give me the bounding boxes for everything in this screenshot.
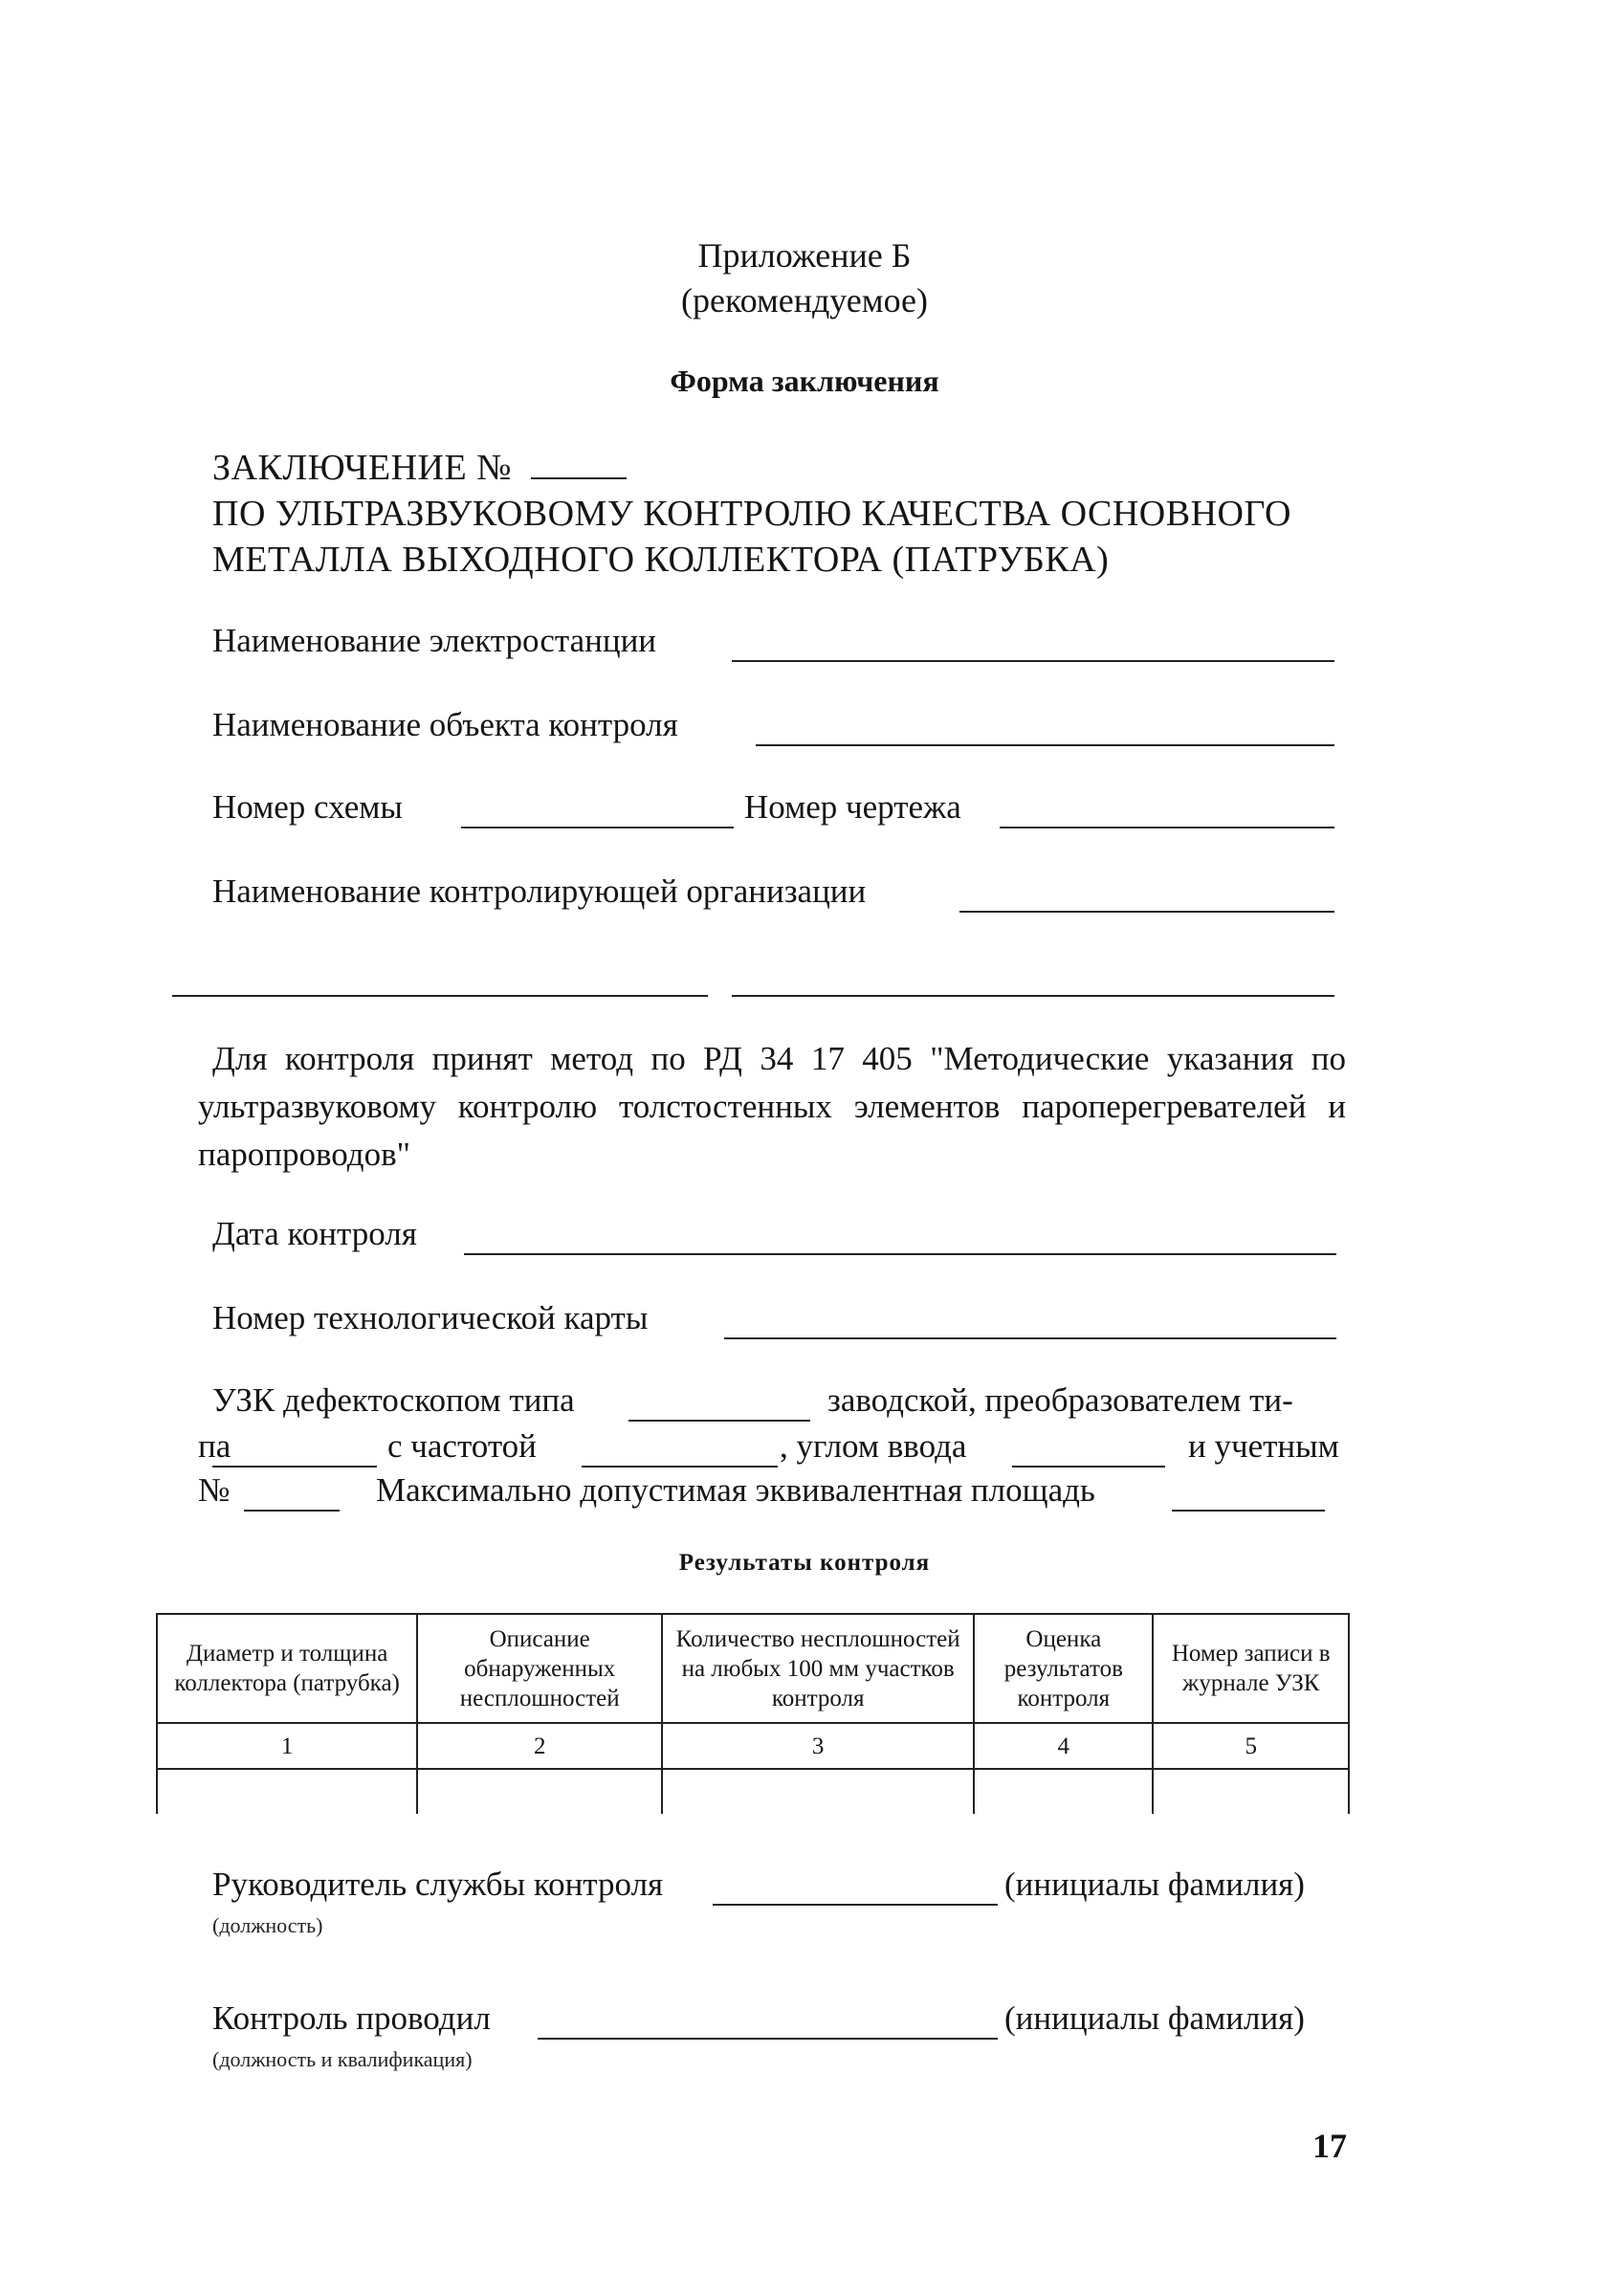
col-journal-number: Номер записи в журнале УЗК xyxy=(1153,1614,1349,1723)
registration-number-field[interactable] xyxy=(244,1510,340,1512)
results-empty-row xyxy=(157,1769,1349,1814)
organization-label: Наименование контролирующей организации xyxy=(212,872,867,910)
appendix-title: Приложение Б xyxy=(697,236,912,275)
angle-label: , углом ввода xyxy=(780,1427,967,1465)
max-area-field[interactable] xyxy=(1172,1510,1325,1512)
table-cell[interactable] xyxy=(157,1769,417,1814)
col-diameter: Диаметр и толщина коллектора (патрубка) xyxy=(157,1614,417,1723)
performed-position-caption: (должность и квалификация) xyxy=(212,2047,473,2071)
organization-field-continued-right[interactable] xyxy=(732,995,1334,997)
performed-initials-label: (инициалы фамилия) xyxy=(1004,1999,1305,2037)
organization-field[interactable] xyxy=(959,911,1334,913)
results-number-row xyxy=(157,1723,1349,1769)
conclusion-heading-line2: ПО УЛЬТРАЗВУКОВОМУ КОНТРОЛЮ КАЧЕСТВА ОСНОВНОГО xyxy=(212,494,1291,534)
col-number-2: 2 xyxy=(417,1723,662,1769)
registration-label: и учетным xyxy=(1188,1427,1339,1465)
transducer-label: заводской, преобразователем ти- xyxy=(827,1381,1293,1419)
angle-field[interactable] xyxy=(1012,1466,1165,1468)
drawing-label: Номер чертежа xyxy=(744,788,961,826)
head-of-control-label: Руководитель службы контроля xyxy=(212,1866,664,1903)
table-cell[interactable] xyxy=(1153,1769,1349,1814)
conclusion-heading-line3: МЕТАЛЛА ВЫХОДНОГО КОЛЛЕКТОРА (ПАТРУБКА) xyxy=(212,540,1110,580)
transducer-label-end: па xyxy=(198,1427,231,1465)
col-assessment: Оценка результатов контроля xyxy=(974,1614,1153,1723)
performed-by-signature-field[interactable] xyxy=(538,2038,998,2040)
col-number-4: 4 xyxy=(974,1723,1153,1769)
frequency-label: с частотой xyxy=(387,1427,537,1465)
tech-card-field[interactable] xyxy=(724,1337,1336,1339)
drawing-field[interactable] xyxy=(1000,827,1334,828)
head-position-caption: (должность) xyxy=(212,1913,323,1937)
organization-field-continued-left[interactable] xyxy=(172,995,708,997)
conclusion-heading-line1 xyxy=(212,445,627,491)
flaw-detector-label: УЗК дефектоскопом типа xyxy=(212,1381,575,1419)
col-number-3: 3 xyxy=(662,1723,974,1769)
station-field[interactable] xyxy=(732,660,1334,662)
flaw-detector-type-field[interactable] xyxy=(628,1420,810,1422)
performed-by-label: Контроль проводил xyxy=(212,1999,491,2037)
table-cell[interactable] xyxy=(662,1769,974,1814)
col-quantity: Количество несплошностей на любых 100 мм участков контроля xyxy=(662,1614,974,1723)
transducer-type-field[interactable] xyxy=(212,1466,377,1468)
head-of-control-signature-field[interactable] xyxy=(713,1904,998,1906)
control-date-field[interactable] xyxy=(464,1253,1336,1255)
results-header-row xyxy=(157,1614,1349,1723)
tech-card-label: Номер технологической карты xyxy=(212,1299,649,1336)
head-initials-label: (инициалы фамилия) xyxy=(1004,1866,1305,1903)
results-table xyxy=(156,1613,1350,1814)
control-date-label: Дата контроля xyxy=(212,1215,417,1252)
page-number: 17 xyxy=(1312,2127,1347,2165)
scheme-field[interactable] xyxy=(461,827,734,828)
col-description: Описание обнаруженных несплошностей xyxy=(417,1614,662,1723)
col-number-1: 1 xyxy=(157,1723,417,1769)
table-cell[interactable] xyxy=(974,1769,1153,1814)
station-label: Наименование электростанции xyxy=(212,622,657,659)
form-title: Форма заключения xyxy=(670,364,939,398)
conclusion-number-label: ЗАКЛЮЧЕНИЕ № xyxy=(212,448,512,488)
object-field[interactable] xyxy=(756,744,1334,746)
frequency-field[interactable] xyxy=(582,1466,778,1468)
results-title: Результаты контроля xyxy=(678,1550,931,1576)
conclusion-number-field[interactable] xyxy=(531,453,627,479)
object-label: Наименование объекта контроля xyxy=(212,706,678,743)
number-sign: № xyxy=(198,1471,231,1509)
max-area-label: Максимально допустимая эквивалентная площадь xyxy=(376,1471,1095,1509)
col-number-5: 5 xyxy=(1153,1723,1349,1769)
method-text: Для контроля принят метод по РД 34 17 405 "Методические указания по ультразвуковому контролю толстостенных элементов пароперегревателей и паропроводов" xyxy=(198,1040,1346,1173)
table-cell[interactable] xyxy=(417,1769,662,1814)
scheme-label: Номер схемы xyxy=(212,788,403,826)
method-paragraph xyxy=(198,1035,1346,1179)
appendix-status: (рекомендуемое) xyxy=(681,281,928,320)
